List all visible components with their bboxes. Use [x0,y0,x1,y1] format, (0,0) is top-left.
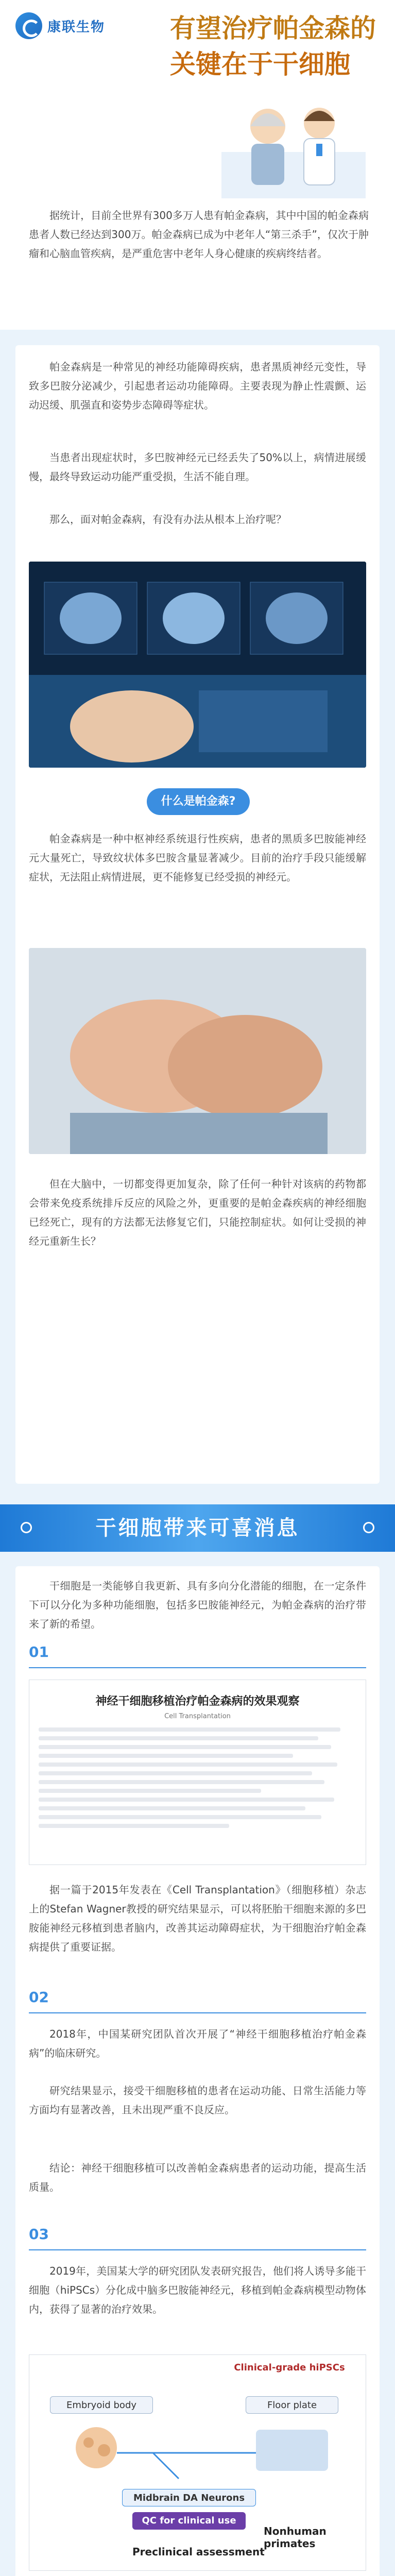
article-header [0,0,395,330]
step-01-text: 据一篇于2015年发表在《Cell Transplantation》（细胞移植）杂志上的Stefan Wagner教授的研究结果显示，可以将胚胎干细胞来源的多巴胺能神经元移植到患者脑内，改善其运动障碍症状，为干细胞治疗帕金森病提供了重要证据。 [29,1884,366,1953]
hipsc-differentiation-diagram [29,2354,366,2571]
diagram-qc-box: QC for clinical use [132,2512,246,2530]
section-parkinsons-overview [15,345,380,1484]
logo-text: 康联生物 [47,19,106,35]
step-03-text-1: 2019年，美国某大学的研究团队发表研究报告，他们将人诱导多能干细胞（hiPSCs）分化成中脑多巴胺能神经元，移植到帕金森病模型动物体内，获得了显著的治疗效果。 [29,2265,366,2315]
stem-cell-intro: 干细胞是一类能够自我更新、具有多向分化潜能的细胞，在一定条件下可以分化为多种功能细胞，包括多巴胺能神经元，为帕金森病的治疗带来了新的希望。 [29,1580,366,1630]
elderly-hands-photo [29,948,366,1154]
overview-paragraph-5: 但在大脑中，一切都变得更加复杂，除了任何一种针对该病的药物都会带来免疫系统排斥反应的风险之外，更重要的是帕金森疾病的神经细胞已经死亡，现有的方法都无法修复它们，只能控制症状。如何让受损的神经元重新生长？ [29,1178,366,1247]
question-badge: 什么是帕金森? [147,788,250,815]
step-02-text-3: 结论：神经干细胞移植可以改善帕金森病患者的运动功能，提高生活质量。 [29,2162,366,2193]
paper-body-lines [39,1727,356,1828]
step-02-text-1: 2018年，中国某研究团队首次开展了“神经干细胞移植治疗帕金森病”的临床研究。 [29,2028,366,2059]
paper-title: 神经干细胞移植治疗帕金森病的效果观察 [95,1695,300,1708]
intro-paragraph: 据统计，目前全世界有300多万人患有帕金森病，其中中国的帕金森病患者人数已经达到300万。帕金森病已成为中老年人“第三杀手”，仅次于肿瘤和心脑血管疾病，是严重危害中老年人身心健康的疾病终结者。 [29,209,369,260]
overview-paragraph-2: 当患者出现症状时，多巴胺神经元已经丢失了50%以上，病情进展缓慢，最终导致运动功能严重受损，生活不能自理。 [29,451,366,483]
diagram-floorplate-box: Floor plate [246,2396,338,2414]
diagram-embryoid-box: Embryoid body [50,2396,153,2414]
logo-icon [15,12,42,39]
brand-logo[interactable] [15,12,105,39]
step-number-02: 02 [29,1989,49,2006]
step-divider-01 [29,1667,366,1668]
paper-journal: Cell Transplantation [164,1713,231,1720]
step-divider-02 [29,2012,366,2013]
diagram-cells-graphic [50,2422,346,2484]
step-number-01: 01 [29,1643,49,1660]
overview-paragraph-3: 那么，面对帕金森病，有没有办法从根本上治疗呢？ [49,513,286,526]
banner-right-ornament [363,1522,374,1533]
article-title [170,10,381,82]
title-line-2: 关键在于干细胞 [170,49,350,79]
banner-left-ornament [21,1522,32,1533]
diagram-primates-label: Nonhuman primates [264,2525,327,2550]
doctor-patient-illustration [221,90,366,198]
section-banner [0,1504,395,1552]
overview-paragraph-1: 帕金森病是一种常见的神经功能障碍疾病，患者黑质神经元变性，导致多巴胺分泌减少，引起患者运动功能障碍。主要表现为静止性震颤、运动迟缓、肌强直和姿势步态障碍等症状。 [29,361,366,411]
diagram-hipsc-box: Clinical-grade hiPSCs [234,2362,345,2373]
banner-title: 干细胞带来可喜消息 [95,1516,300,1540]
brain-scan-photo [29,562,366,768]
paper-screenshot-01 [29,1680,366,1865]
diagram-preclinical-label: Preclinical assessment [132,2546,265,2558]
step-number-03: 03 [29,2226,49,2243]
overview-paragraph-4: 帕金森病是一种中枢神经系统退行性疾病，患者的黑质多巴胺能神经元大量死亡，导致纹状体多巴胺含量显著减少。目前的治疗手段只能缓解症状，无法阻止病情进展，更不能修复已经受损的神经元。 [29,833,366,883]
step-02-text-2: 研究结果显示，接受干细胞移植的患者在运动功能、日常生活能力等方面均有显著改善，且未出现严重不良反应。 [29,2084,366,2116]
title-line-1: 有望治疗帕金森的 [170,13,376,43]
section-stem-cell-news [15,1566,380,2576]
step-divider-03 [29,2249,366,2250]
diagram-neurons-box: Midbrain DA Neurons [122,2489,256,2506]
